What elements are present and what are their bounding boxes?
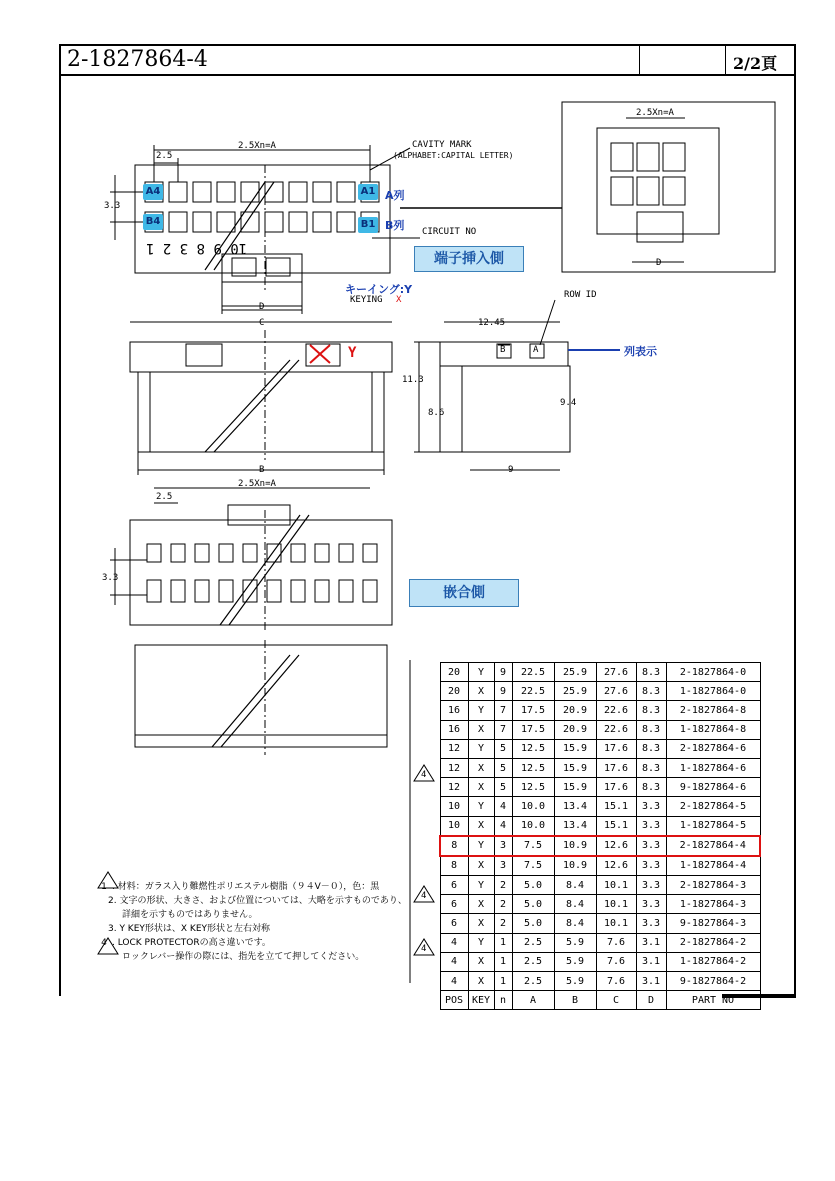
table-cell: 2.5 <box>512 972 554 991</box>
chip-b4: B4 <box>143 214 163 230</box>
table-row <box>440 778 760 797</box>
table-cell: 7 <box>494 701 512 720</box>
table-cell: 12 <box>440 758 468 777</box>
top-dim-pitch: 2.5Xn=A <box>238 141 276 151</box>
table-cell: 10.9 <box>554 836 596 856</box>
table-cell: 8.3 <box>636 758 666 777</box>
note-4-num: 4 <box>101 938 107 948</box>
part-table <box>439 662 761 1010</box>
table-cell: 7.6 <box>596 933 636 952</box>
row-a-mark: A <box>533 345 539 355</box>
table-cell: 8.3 <box>636 682 666 701</box>
rev-mark: 4 <box>421 770 427 780</box>
side-dim-113: 11.3 <box>402 375 424 385</box>
mating-side-label: 嵌合側 <box>409 579 519 607</box>
table-cell: 5 <box>494 778 512 797</box>
table-cell: 3.3 <box>636 876 666 895</box>
table-cell: 10 <box>440 797 468 816</box>
table-row <box>440 816 760 836</box>
table-row <box>440 720 760 739</box>
table-cell: 5 <box>494 758 512 777</box>
mating-dim-height: 3.3 <box>102 573 119 583</box>
table-cell: 22.5 <box>512 682 554 701</box>
keying-jp-label: キーイング:Y <box>345 283 413 296</box>
table-cell: 13.4 <box>554 816 596 836</box>
table-row <box>440 663 760 682</box>
table-cell: 4 <box>494 816 512 836</box>
top-dim-small: 2.5 <box>156 151 173 161</box>
table-cell: 1-1827864-4 <box>666 856 760 876</box>
table-cell: 16 <box>440 720 468 739</box>
top-dim-d: D <box>259 302 265 312</box>
table-cell: 8.3 <box>636 778 666 797</box>
table-cell: 12.5 <box>512 778 554 797</box>
cavity-mark-label: CAVITY MARK <box>412 140 472 150</box>
table-cell: 12 <box>440 739 468 758</box>
circuit-no-label: CIRCUIT NO <box>422 227 477 237</box>
table-cell: 2-1827864-8 <box>666 701 760 720</box>
table-cell: X <box>468 952 494 971</box>
table-header-cell: D <box>636 991 666 1010</box>
table-cell: 17.6 <box>596 739 636 758</box>
table-cell: 8.4 <box>554 876 596 895</box>
table-cell: 2 <box>494 876 512 895</box>
table-header-cell: A <box>512 991 554 1010</box>
table-row <box>440 701 760 720</box>
table-cell: Y <box>468 701 494 720</box>
table-cell: 1-1827864-8 <box>666 720 760 739</box>
table-cell: X <box>468 682 494 701</box>
table-cell: X <box>468 778 494 797</box>
top-view-body <box>135 165 390 273</box>
table-cell: 15.9 <box>554 778 596 797</box>
notes <box>96 880 407 964</box>
table-cell: 2.5 <box>512 952 554 971</box>
table-cell: 5.9 <box>554 952 596 971</box>
table-cell: 8.4 <box>554 914 596 933</box>
table-cell: 4 <box>440 933 468 952</box>
table-cell: 12.6 <box>596 856 636 876</box>
row-id-label: ROW ID <box>564 290 597 300</box>
table-header-cell: B <box>554 991 596 1010</box>
table-row <box>440 758 760 777</box>
table-cell: 3.3 <box>636 836 666 856</box>
row-display-label: 列表示 <box>624 345 657 358</box>
terminal-side-label: 端子挿入側 <box>414 246 524 272</box>
table-cell: 10.9 <box>554 856 596 876</box>
table-cell: 3 <box>494 836 512 856</box>
mating-dim-small: 2.5 <box>156 492 173 502</box>
side-dim-1245: 12.45 <box>478 318 506 328</box>
table-cell: 1 <box>494 933 512 952</box>
table-row <box>440 952 760 971</box>
table-cell: 2-1827864-4 <box>666 836 760 856</box>
table-cell: 5.0 <box>512 895 554 914</box>
table-row <box>440 682 760 701</box>
table-row <box>440 856 760 876</box>
table-cell: 8.3 <box>636 739 666 758</box>
table-cell: X <box>468 856 494 876</box>
table-cell: 4 <box>440 952 468 971</box>
table-cell: 17.5 <box>512 701 554 720</box>
table-cell: 1-1827864-0 <box>666 682 760 701</box>
table-cell: X <box>468 758 494 777</box>
top-dim-height: 3.3 <box>104 201 121 211</box>
table-cell: 15.1 <box>596 816 636 836</box>
note-1-num: 1 <box>101 882 107 892</box>
key-y-mark: Y <box>348 345 357 361</box>
a-row-label: A列 <box>385 189 405 202</box>
table-cell: 9-1827864-3 <box>666 914 760 933</box>
table-header-cell: PART NO <box>666 991 760 1010</box>
table-cell: 22.6 <box>596 701 636 720</box>
table-cell: 1 <box>494 952 512 971</box>
note-4-text: . LOCK PROTECTORの高さ違いです。 <box>112 938 271 948</box>
mating-view-body <box>130 520 392 625</box>
table-cell: 15.1 <box>596 797 636 816</box>
table-cell: X <box>468 816 494 836</box>
table-cell: 3.1 <box>636 933 666 952</box>
table-cell: 3.3 <box>636 797 666 816</box>
table-cell: Y <box>468 933 494 952</box>
table-cell: 2 <box>494 895 512 914</box>
table-cell: 3.3 <box>636 856 666 876</box>
chip-a1: A1 <box>358 184 378 200</box>
table-cell: Y <box>468 836 494 856</box>
page-number: 2/2頁 <box>733 54 778 73</box>
table-row <box>440 895 760 914</box>
mating-dim-pitch: 2.5Xn=A <box>238 479 276 489</box>
table-cell: 15.9 <box>554 758 596 777</box>
table-cell: 1-1827864-5 <box>666 816 760 836</box>
note-4 <box>96 936 407 950</box>
table-cell: 20 <box>440 682 468 701</box>
table-cell: 10.0 <box>512 797 554 816</box>
table-cell: X <box>468 720 494 739</box>
table-row <box>440 739 760 758</box>
keying-x: X <box>396 295 402 305</box>
table-cell: 22.6 <box>596 720 636 739</box>
table-cell: Y <box>468 797 494 816</box>
table-cell: 8.3 <box>636 701 666 720</box>
cavity-mark-sub: (ALPHABET:CAPITAL LETTER) <box>393 151 514 160</box>
table-cell: X <box>468 972 494 991</box>
table-cell: 1-1827864-6 <box>666 758 760 777</box>
table-cell: 1 <box>494 972 512 991</box>
table-cell: 22.5 <box>512 663 554 682</box>
table-cell: 3.3 <box>636 816 666 836</box>
keying-label: KEYING <box>350 295 383 305</box>
pin-numbers: 10 9 8 3 2 1 <box>146 240 248 256</box>
rev-mark: 4 <box>421 891 427 901</box>
table-cell: 5.0 <box>512 876 554 895</box>
table-cell: 2-1827864-6 <box>666 739 760 758</box>
table-cell: 10.1 <box>596 876 636 895</box>
table-cell: 9 <box>494 682 512 701</box>
note-1 <box>96 880 407 894</box>
table-cell: 20.9 <box>554 701 596 720</box>
detail-dim-pitch: 2.5Xn=A <box>636 108 674 118</box>
table-cell: 10.1 <box>596 914 636 933</box>
table-cell: 3 <box>494 856 512 876</box>
table-cell: 27.6 <box>596 682 636 701</box>
bottom-view-body <box>135 645 387 747</box>
note-4b: ロックレバー操作の際には、指先を立てて押してください。 <box>122 952 365 962</box>
table-cell: 5.9 <box>554 933 596 952</box>
table-header-row <box>440 991 760 1010</box>
table-cell: 13.4 <box>554 797 596 816</box>
table-cell: 7.5 <box>512 856 554 876</box>
table-cell: 7 <box>494 720 512 739</box>
side-dim-86: 8.6 <box>428 408 445 418</box>
table-cell: 12 <box>440 778 468 797</box>
table-cell: 25.9 <box>554 682 596 701</box>
table-cell: 8.3 <box>636 663 666 682</box>
side-dim-9: 9 <box>508 465 514 475</box>
table-cell: 20 <box>440 663 468 682</box>
note-2b: 詳細を示すものではありません。 <box>122 910 258 920</box>
table-cell: 10.0 <box>512 816 554 836</box>
table-cell: 2-1827864-5 <box>666 797 760 816</box>
table-cell: 17.6 <box>596 758 636 777</box>
table-cell: 2 <box>494 914 512 933</box>
table-cell: 2-1827864-0 <box>666 663 760 682</box>
table-cell: 27.6 <box>596 663 636 682</box>
note-1-text: . 材料：ガラス入り難燃性ポリエステル樹脂（９４V－０），色：黒 <box>112 882 380 892</box>
table-cell: 1-1827864-2 <box>666 952 760 971</box>
table-cell: 4 <box>494 797 512 816</box>
table-cell: 6 <box>440 895 468 914</box>
table-cell: 8 <box>440 856 468 876</box>
table-cell: 5.9 <box>554 972 596 991</box>
table-cell: 6 <box>440 876 468 895</box>
table-cell: Y <box>468 663 494 682</box>
table-cell: 3.3 <box>636 895 666 914</box>
table-cell: 4 <box>440 972 468 991</box>
table-row <box>440 876 760 895</box>
table-cell: 2-1827864-2 <box>666 933 760 952</box>
table-cell: 3.3 <box>636 914 666 933</box>
table-cell: 5 <box>494 739 512 758</box>
table-cell: 1-1827864-3 <box>666 895 760 914</box>
table-cell: 12.5 <box>512 739 554 758</box>
table-cell: Y <box>468 739 494 758</box>
table-cell: 5.0 <box>512 914 554 933</box>
table-cell: 2-1827864-3 <box>666 876 760 895</box>
table-cell: 3.1 <box>636 952 666 971</box>
table-cell: 7.6 <box>596 952 636 971</box>
table-row <box>440 972 760 991</box>
table-cell: 17.5 <box>512 720 554 739</box>
note-2: 2. 文字の形状、大きさ、および位置については、大略を示すものであり、 <box>108 896 407 906</box>
side-dim-b: B <box>259 465 265 475</box>
table-cell: 7.5 <box>512 836 554 856</box>
table-cell: 9 <box>494 663 512 682</box>
detail-dim-d: D <box>656 258 662 268</box>
table-cell: 20.9 <box>554 720 596 739</box>
table-cell: 10.1 <box>596 895 636 914</box>
table-cell: 8 <box>440 836 468 856</box>
table-header-cell: n <box>494 991 512 1010</box>
table-header-cell: POS <box>440 991 468 1010</box>
table-cell: 17.6 <box>596 778 636 797</box>
table-row <box>440 914 760 933</box>
table-header-cell: KEY <box>468 991 494 1010</box>
note-3: 3. Y KEY形状は、X KEY形状と左右対称 <box>108 924 271 934</box>
b-row-label: B列 <box>385 219 405 232</box>
table-cell: 16 <box>440 701 468 720</box>
table-header-cell: C <box>596 991 636 1010</box>
table-cell: 2.5 <box>512 933 554 952</box>
side-dim-94: 9.4 <box>560 398 577 408</box>
table-cell: X <box>468 895 494 914</box>
part-number: 2-1827864-4 <box>67 47 208 72</box>
table-row <box>440 836 760 856</box>
rev-mark: 4 <box>421 944 427 954</box>
table-cell: X <box>468 914 494 933</box>
table-cell: 8.4 <box>554 895 596 914</box>
side-dim-c: C <box>259 318 265 328</box>
chip-a4: A4 <box>143 184 163 200</box>
table-row <box>440 933 760 952</box>
table-row <box>440 797 760 816</box>
table-cell: 9-1827864-2 <box>666 972 760 991</box>
table-cell: 15.9 <box>554 739 596 758</box>
table-cell: 9-1827864-6 <box>666 778 760 797</box>
chip-b1: B1 <box>358 217 378 233</box>
table-cell: 10 <box>440 816 468 836</box>
table-cell: 8.3 <box>636 720 666 739</box>
table-cell: 7.6 <box>596 972 636 991</box>
table-cell: 12.6 <box>596 836 636 856</box>
table-cell: 3.1 <box>636 972 666 991</box>
table-cell: Y <box>468 876 494 895</box>
top-view-cavities <box>145 182 379 232</box>
table-cell: 25.9 <box>554 663 596 682</box>
table-cell: 12.5 <box>512 758 554 777</box>
row-b-mark: B <box>500 345 506 355</box>
table-cell: 6 <box>440 914 468 933</box>
